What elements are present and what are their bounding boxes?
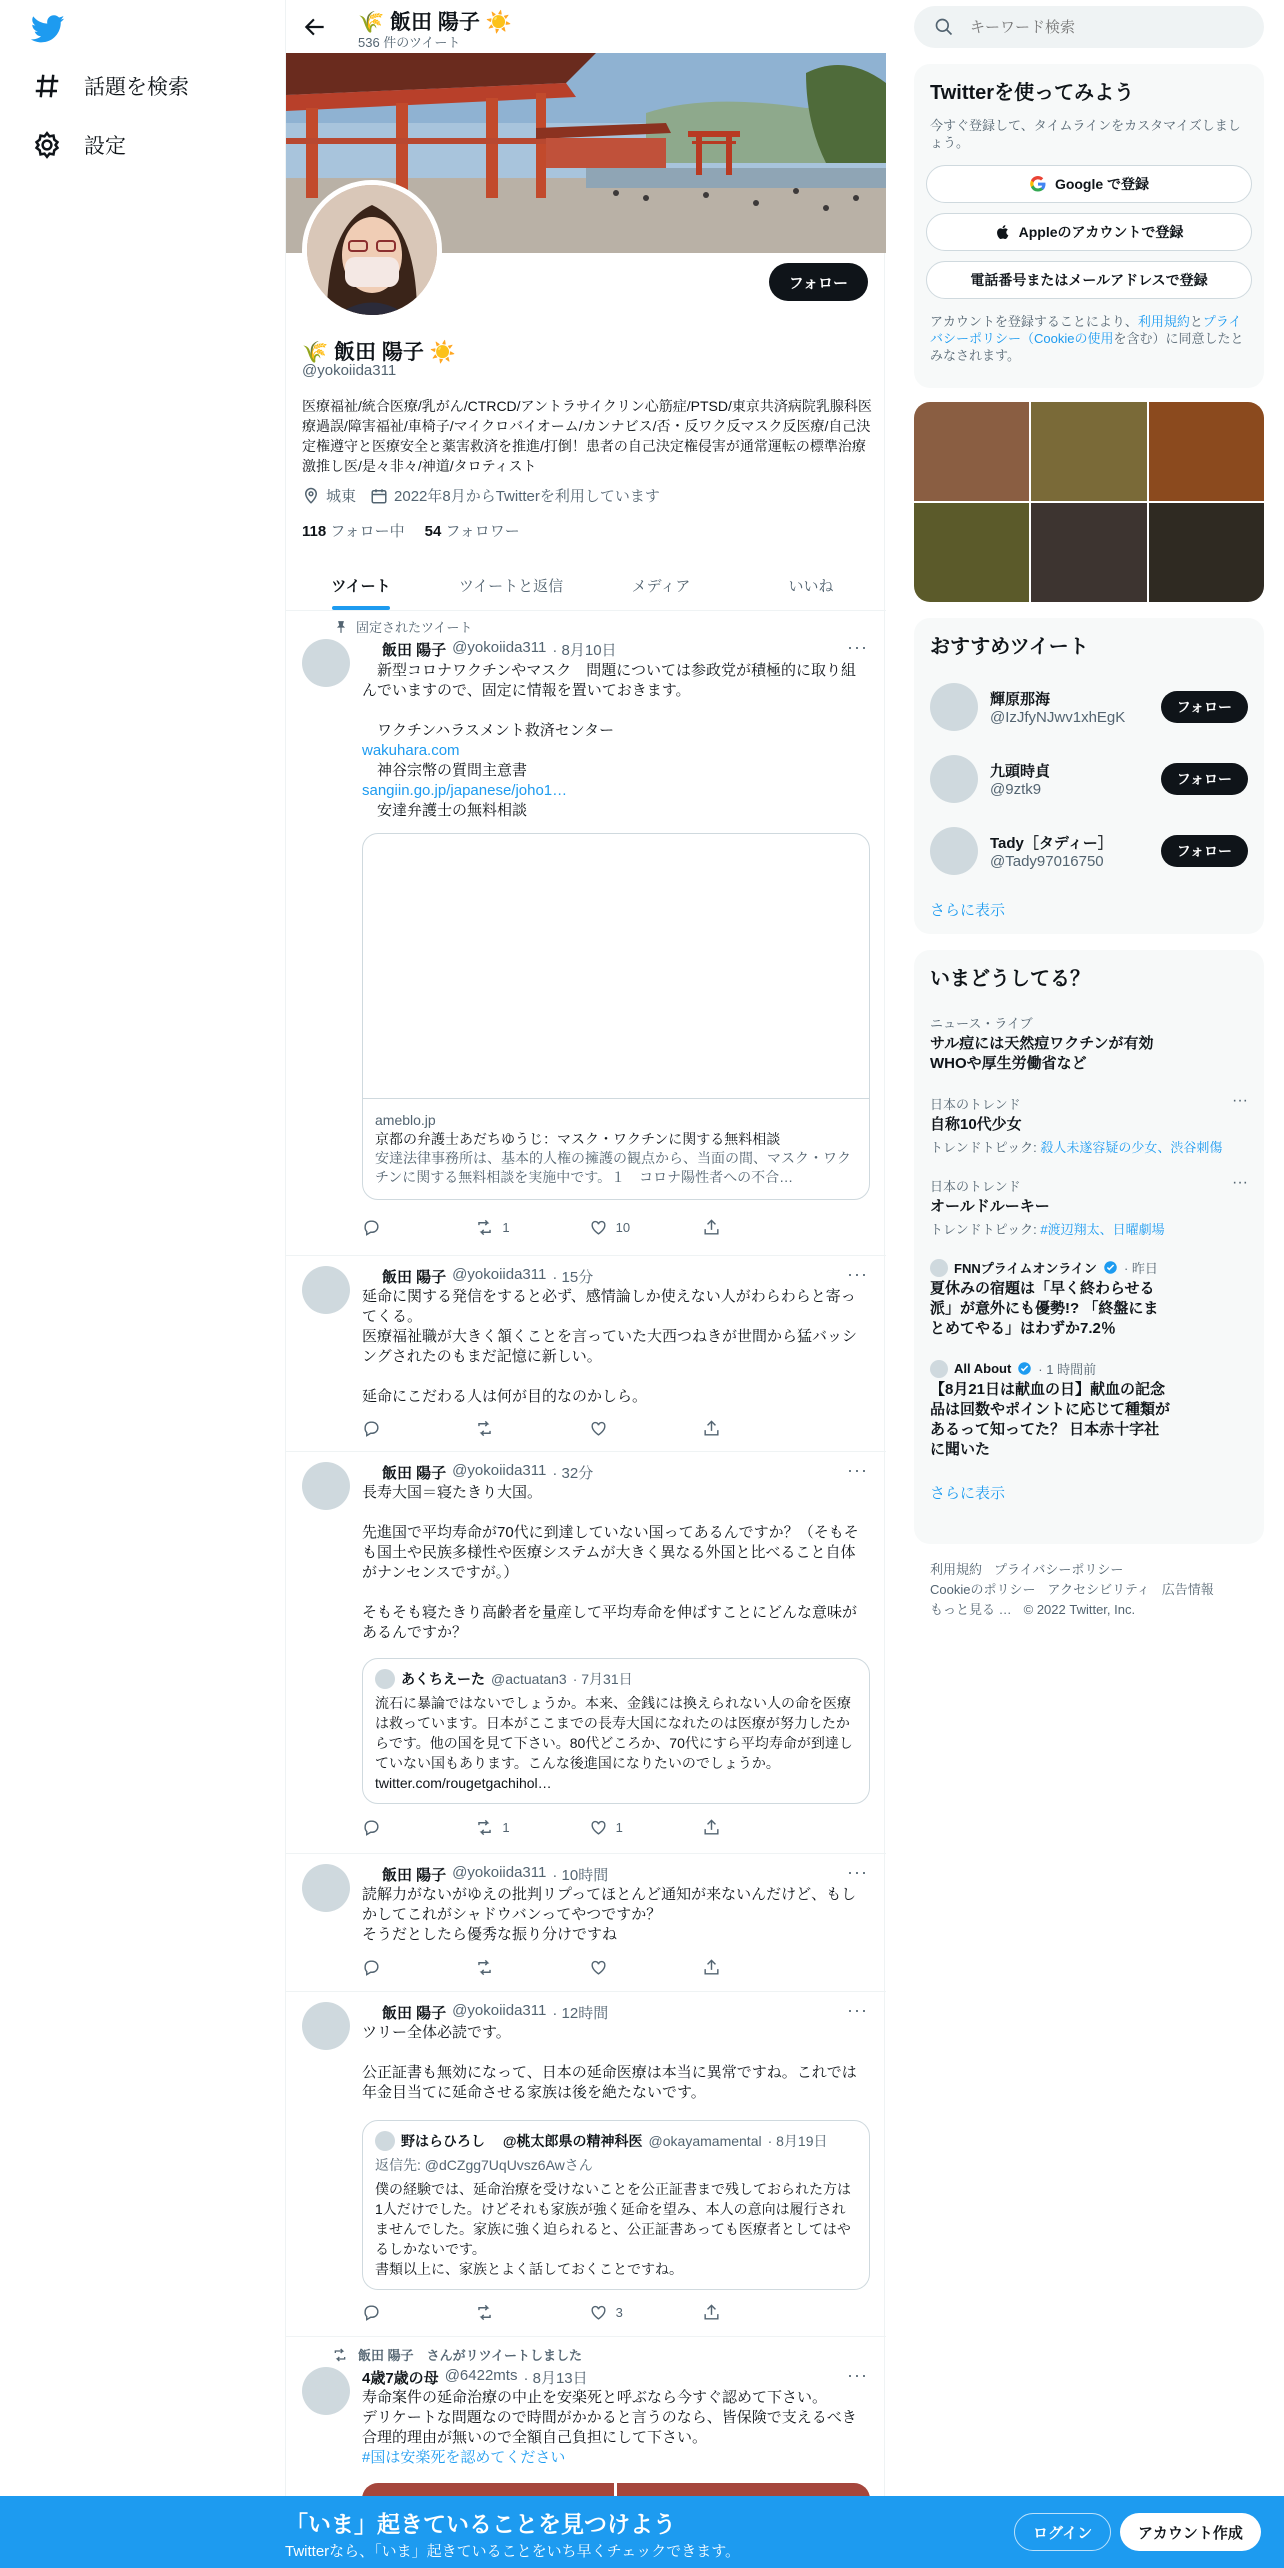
- share-icon: [702, 1818, 721, 1837]
- share-icon: [702, 1218, 721, 1237]
- recommend-user[interactable]: 九頭時貞 @9ztk9 フォロー: [914, 743, 1264, 815]
- tweet-text: 寿命案件の延命治療の中止を安楽死と呼ぶなら今すぐ認めて下さい。 デリケートな問題なので時間がかかると言うのなら、皆保険で支えるべき合理的理由が無いので全額自己負担にして下さい。 #国は安楽死を認めてください: [362, 2389, 857, 2466]
- retweet-icon: [475, 1218, 494, 1237]
- profile-avatar[interactable]: [302, 180, 442, 320]
- quote-reply-to: 返信先: @dCZgg7UqUvsz6Awさん: [375, 2157, 593, 2173]
- quote-text: 僕の経験では、延命治療を受けないことを公正証書まで残しておられた方は1人だけでした。けどそれも家族が強く延命を望み、本人の意向は履行されませんでした。家族に強く迫られると、公正証書あっても医療者としてはやるしかないです。 書類以上に、家族とよく話しておくことですね。: [375, 2181, 851, 2277]
- more-options-icon[interactable]: ···: [1232, 1092, 1248, 1109]
- followers-link[interactable]: 54 フォロワー: [424, 523, 520, 540]
- tweet-link[interactable]: wakuhara.com: [362, 742, 460, 759]
- more-options-icon[interactable]: ···: [1232, 1174, 1248, 1191]
- bottom-bar-subtitle: Twitterなら、「いま」起きていることをいち早くチェックできます。: [285, 2543, 741, 2560]
- location-icon: [302, 487, 320, 505]
- tweet-avatar[interactable]: [302, 1864, 350, 1912]
- copyright: © 2022 Twitter, Inc.: [1023, 1602, 1136, 1617]
- retweet-button[interactable]: 1: [475, 1218, 575, 1237]
- footer-links: [930, 1560, 1250, 1620]
- footer-link[interactable]: プライバシーポリシー: [994, 1562, 1124, 1577]
- avatar: [930, 827, 978, 875]
- news-item[interactable]: FNNプライムオンライン · 昨日 夏休みの宿題は「早く終わらせる派」が意外にも優勢!? 「終盤にまとめてやる」はわずか7.2％: [914, 1248, 1264, 1349]
- apple-signup-button[interactable]: Appleのアカウントで登録: [926, 213, 1252, 251]
- retweet-button[interactable]: [475, 2303, 575, 2322]
- leaf-emoji-icon: 🌾: [358, 11, 385, 34]
- recommend-panel: [914, 618, 1264, 934]
- card-title: 京都の弁護士あだちゆうじ：マスク・ワクチンに関する無料相談: [375, 1131, 781, 1147]
- gear-icon: [32, 130, 62, 160]
- search-icon: [934, 17, 954, 37]
- media-thumbnail[interactable]: [1149, 402, 1264, 501]
- share-icon: [702, 1958, 721, 1977]
- retweet-icon: [332, 2347, 348, 2363]
- more-options-icon[interactable]: ···: [847, 1264, 868, 1284]
- tweet[interactable]: [286, 1256, 886, 1452]
- show-more-link[interactable]: さらに表示: [930, 902, 1006, 919]
- tweet-avatar[interactable]: [302, 2002, 350, 2050]
- leaf-emoji-icon: 🌾: [302, 341, 329, 364]
- signup-legal: アカウントを登録することにより、利用規約とプライバシーポリシー（Cookieの使用を含む）に同意したとみなされます。: [930, 314, 1244, 363]
- share-button[interactable]: [702, 1419, 802, 1438]
- tweet-text: 読解力がないがゆえの批判リプってほとんど通知が来ないんだけど、もしかしてこれがシャドウバンってやつですか？ そうだとしたら優秀な振り分けですね: [362, 1886, 857, 1943]
- reply-button[interactable]: [362, 1218, 462, 1237]
- profile-follow-stats: [302, 520, 520, 541]
- privacy-link[interactable]: プライバシーポリシー: [930, 314, 1242, 346]
- profile-handle: @yokoiida311: [302, 362, 397, 379]
- retweet-icon: [475, 2303, 494, 2322]
- card-domain: ameblo.jp: [375, 1112, 436, 1128]
- source-avatar: [930, 1259, 948, 1277]
- tweet-text: ツリー全体必読です。 公正証書も無効になって、日本の延命医療は本当に異常ですね。これでは年金目当てに延命させる家族は後を絶たないです。: [362, 2024, 857, 2101]
- follow-button[interactable]: フォロー: [1161, 691, 1248, 723]
- tab-tweets[interactable]: ツイート: [286, 560, 436, 610]
- tweet[interactable]: [286, 1992, 886, 2337]
- trend-item[interactable]: ··· 日本のトレンド 自称10代少女 トレンドトピック: 殺人未遂容疑の少女、渋谷刺傷: [930, 1092, 1248, 1155]
- terms-link[interactable]: 利用規約: [1137, 314, 1190, 329]
- source-avatar: [930, 1360, 948, 1378]
- tab-likes[interactable]: いいね: [788, 577, 834, 595]
- retweet-button[interactable]: [475, 1958, 575, 1977]
- google-signup-button[interactable]: Google で登録: [926, 165, 1252, 203]
- nav-settings[interactable]: [32, 123, 126, 167]
- tweet-text: 新型コロナワクチンやマスク 問題については参政党が積極的に取り組んでいますので、固定に情報を置いておきます。 ワクチンハラスメント救済センター wakuhara.com 神谷宗幣の質問主意書 sangiin.go.jp/japanese/joho1… 安達弁護士の無料相談: [362, 662, 856, 819]
- trend-topic-link[interactable]: #渡辺翔太、日曜劇場: [1040, 1222, 1165, 1237]
- tweet-avatar[interactable]: [302, 2367, 350, 2415]
- reply-icon: [362, 1958, 381, 1977]
- signup-subtitle: 今すぐ登録して、タイムラインをカスタマイズしましょう。: [930, 118, 1241, 150]
- media-thumbnail[interactable]: [914, 503, 1029, 602]
- like-button[interactable]: [589, 1958, 689, 1977]
- tweet[interactable]: [286, 1854, 886, 1992]
- heart-icon: [589, 1419, 608, 1438]
- create-account-button[interactable]: アカウント作成: [1120, 2513, 1261, 2551]
- more-options-icon[interactable]: ···: [847, 1862, 868, 1882]
- search-box[interactable]: [914, 6, 1264, 48]
- recommend-title: おすすめツイート: [930, 636, 1089, 658]
- header-name: 🌾 飯田 陽子 ☀️: [358, 11, 512, 34]
- profile-meta: [302, 485, 660, 506]
- retweet-button[interactable]: 1: [475, 1818, 575, 1837]
- tab-tweets-replies[interactable]: ツイートと返信: [458, 577, 564, 595]
- left-nav: [0, 0, 285, 2568]
- link-card[interactable]: [362, 833, 870, 1200]
- hashtag-link[interactable]: #国は安楽死を認めてください: [362, 2449, 566, 2466]
- search-input[interactable]: [970, 19, 1250, 36]
- media-thumbnail[interactable]: [1031, 402, 1146, 501]
- quote-tweet[interactable]: あくちえーた @actuatan3 · 7月31日 流石に暴論ではないでしょうか。本来、金銭には換えられない人の命を医療は救っています。日本がここまでの長寿大国になれたのは医療が努力したからです。他の国を見て下さい。80代どころか、70代にすら平均寿命が到達していない国もあります。こんな後進国になりたいのでしょうか。 twitter.com/rougetgachihol…: [362, 1658, 870, 1804]
- tweet[interactable]: [286, 611, 886, 1256]
- retweeted-by: 飯田 陽子 さんがリツイートしました: [332, 2345, 582, 2364]
- quote-avatar: [375, 2131, 395, 2151]
- tweet-actions: [362, 1818, 802, 1837]
- footer-link[interactable]: 広告情報: [1161, 1582, 1214, 1597]
- profile-location: 城東: [326, 488, 357, 505]
- heart-icon: [589, 1958, 608, 1977]
- tweet-avatar[interactable]: [302, 1266, 350, 1314]
- reply-icon: [362, 1419, 381, 1438]
- sun-emoji-icon: ☀️: [429, 341, 456, 364]
- verified-badge-icon: [1103, 1260, 1118, 1275]
- follow-button[interactable]: フォロー: [769, 263, 868, 301]
- tweet-avatar[interactable]: [302, 639, 350, 687]
- retweet-icon: [475, 1818, 494, 1837]
- hashtag-icon: [32, 71, 62, 101]
- reply-icon: [362, 2303, 381, 2322]
- reply-button[interactable]: [362, 2303, 462, 2322]
- share-icon: [702, 2303, 721, 2322]
- profile-joined: 2022年8月からTwitterを利用しています: [394, 488, 660, 505]
- trend-item[interactable]: ··· 日本のトレンド オールドルーキー トレンドトピック: #渡辺翔太、日曜劇場: [930, 1174, 1248, 1237]
- sun-emoji-icon: ☀️: [485, 11, 512, 34]
- tweet-header: 飯田 陽子 @yokoiida311 · 12時間: [382, 2002, 609, 2022]
- tweet-link[interactable]: sangiin.go.jp/japanese/joho1…: [362, 782, 568, 799]
- verified-badge-icon: [1017, 1361, 1032, 1376]
- apple-icon: [995, 223, 1011, 241]
- heart-icon: [589, 1218, 608, 1237]
- quote-text: 流石に暴論ではないでしょうか。本来、金銭には換えられない人の命を医療は救っています。日本がここまでの長寿大国になれたのは医療が努力したからです。他の国を見て下さい。80代どころか、70代にすら平均寿命が到達していない国もあります。こんな後進国になりたいのでしょうか。 twitter.com/rougetgachihol…: [375, 1695, 853, 1791]
- media-grid: [914, 402, 1264, 602]
- quote-avatar: [375, 1669, 395, 1689]
- profile-header-bar: [286, 0, 886, 53]
- tweet-actions: [362, 1419, 802, 1438]
- like-button[interactable]: 3: [589, 2303, 689, 2322]
- cookie-link[interactable]: （Cookieの使用: [1021, 331, 1114, 346]
- google-icon: [1029, 175, 1047, 193]
- trends-title: いまどうしてる？: [930, 968, 1090, 990]
- footer-link[interactable]: もっと見る …: [930, 1602, 1012, 1617]
- more-options-icon[interactable]: ···: [847, 637, 868, 657]
- reply-button[interactable]: [362, 1818, 462, 1837]
- nav-settings-label: 設定: [84, 135, 126, 158]
- like-button[interactable]: [589, 1419, 689, 1438]
- trend-topic-link[interactable]: 殺人未遂容疑の少女、渋谷刺傷: [1040, 1140, 1223, 1155]
- profile-name: 🌾 飯田 陽子 ☀️: [302, 341, 456, 364]
- share-button[interactable]: [702, 1818, 802, 1837]
- share-button[interactable]: [702, 1958, 802, 1977]
- footer-link[interactable]: Cookieのポリシー: [930, 1582, 1036, 1597]
- tweet-header: 飯田 陽子 @yokoiida311 · 8月10日: [382, 639, 617, 659]
- tweet-header: 4歳7歳の母 @6422mts · 8月13日: [362, 2367, 588, 2387]
- back-arrow-icon[interactable]: [302, 14, 328, 40]
- tweet-header: 飯田 陽子 @yokoiida311 · 15分: [382, 1266, 594, 1286]
- media-thumbnail[interactable]: [1149, 503, 1264, 602]
- profile-bio: 医療福祉/統合医療/乳がん/CTRCD/アントラサイクリン心筋症/PTSD/東京共済病院乳腺科医療過誤/障害福祉/車椅子/マイクロバイオーム/カンナビス/否・反ワク反マスク反医療/自己決定権遵守と医療安全と薬害救済を推進/打倒！患者の自己決定権侵害が通常運転の標準治療激推し医/是々非々/神道/タロティスト: [302, 398, 872, 474]
- share-button[interactable]: [702, 2303, 802, 2322]
- profile-tabs: [286, 560, 886, 611]
- tweet-header: 飯田 陽子 @yokoiida311 · 32分: [382, 1462, 594, 1482]
- avatar: [930, 683, 978, 731]
- pin-icon: [334, 620, 348, 634]
- login-button[interactable]: ログイン: [1014, 2513, 1111, 2551]
- reply-button[interactable]: [362, 1958, 462, 1977]
- tweet[interactable]: [286, 1452, 886, 1854]
- tab-media[interactable]: メディア: [631, 577, 691, 595]
- share-button[interactable]: [702, 1218, 802, 1237]
- trends-panel: [914, 950, 1264, 1544]
- retweet-button[interactable]: [475, 1419, 575, 1438]
- more-options-icon[interactable]: ···: [847, 2000, 868, 2020]
- follow-button[interactable]: フォロー: [1161, 763, 1248, 795]
- media-thumbnail[interactable]: [914, 402, 1029, 501]
- follow-button[interactable]: フォロー: [1161, 835, 1248, 867]
- tweet-text: 延命に関する発信をすると必ず、感情論しか使えない人がわらわらと寄ってくる。 医療福祉職が大きく頷くことを言っていた大西つねきが世間から猛バッシングされたのもまだ記憶に新しい。 延命にこだわる人は何が目的なのかしら。: [362, 1288, 858, 1405]
- signup-title: Twitterを使ってみよう: [930, 82, 1135, 104]
- nav-explore[interactable]: [32, 64, 189, 108]
- card-image: [363, 834, 869, 1099]
- tweet-actions: [362, 1958, 802, 1977]
- reply-icon: [362, 1218, 381, 1237]
- card-description: 安達法律事務所は、基本的人権の擁護の観点から、当面の間、マスク・ワクチンに関する無料相談を実施中です。１ コロナ陽性者への不合…: [375, 1150, 851, 1185]
- media-thumbnail[interactable]: [1031, 503, 1146, 602]
- reply-icon: [362, 1818, 381, 1837]
- share-icon: [702, 1419, 721, 1438]
- bottom-signup-bar: [0, 2496, 1284, 2568]
- trend-item[interactable]: ニュース・ライブ サル痘には天然痘ワクチンが有効 WHOや厚生労働省など: [930, 1016, 1169, 1072]
- footer-link[interactable]: アクセシビリティ: [1047, 1582, 1150, 1597]
- reply-button[interactable]: [362, 1419, 462, 1438]
- bottom-bar-title: 「いま」起きていることを見つけよう: [285, 2511, 676, 2537]
- recommend-user[interactable]: 輝原那海 @IzJfyNJwv1xhEgK フォロー: [914, 671, 1264, 743]
- tweet-header: 飯田 陽子 @yokoiida311 · 10時間: [382, 1864, 609, 1884]
- heart-icon: [589, 1818, 608, 1837]
- footer-link[interactable]: 利用規約: [930, 1562, 983, 1577]
- main-column: [285, 0, 885, 2568]
- tweet-actions: [362, 1218, 802, 1237]
- retweet-icon: [475, 1958, 494, 1977]
- tweet-avatar[interactable]: [302, 1462, 350, 1510]
- more-options-icon[interactable]: ···: [847, 2365, 868, 2385]
- show-more-link[interactable]: さらに表示: [930, 1485, 1006, 1502]
- nav-explore-label: 話題を検索: [84, 76, 189, 99]
- calendar-icon: [370, 487, 388, 505]
- phone-email-signup-button[interactable]: 電話番号またはメールアドレスで登録: [926, 261, 1252, 299]
- retweet-icon: [475, 1419, 494, 1438]
- signup-panel: [914, 64, 1264, 388]
- more-options-icon[interactable]: ···: [847, 1460, 868, 1480]
- news-item[interactable]: All About · 1 時間前 【8月21日は献血の日】献血の記念品は回数やポイントに応じて種類があるって知ってた？ 日本赤十字社に聞いた: [930, 1361, 1171, 1458]
- twitter-logo-icon[interactable]: [30, 12, 66, 46]
- following-link[interactable]: 118 フォロー中: [302, 523, 405, 540]
- tweet-actions: [362, 2303, 802, 2322]
- like-button[interactable]: 10: [589, 1218, 689, 1237]
- pinned-label: 固定されたツイート: [334, 617, 472, 636]
- like-button[interactable]: 1: [589, 1818, 689, 1837]
- quote-tweet[interactable]: 野はらひろし @桃太郎県の精神科医 @okayamamental · 8月19日 返信先: @dCZgg7UqUvsz6Awさん 僕の経験では、延命治療を受けないことを公正証書まで残しておられた方は1人だけでした。けどそれも家族が強く延命を望み、本人の意向は履行されませんでした。家族に強く迫られると、公正証書あっても医療者としてはやるしかないです。 書類以上に、家族とよく話しておくことですね。: [362, 2120, 870, 2290]
- heart-icon: [589, 2303, 608, 2322]
- avatar: [930, 755, 978, 803]
- tweet-text: 長寿大国＝寝たきり大国。 先進国で平均寿命が70代に到達していない国ってあるんですか？（そもそも国土や民族多様性や医療システムが大きく異なる外国と比べること自体がナンセンスですが。） そもそも寝たきり高齢者を量産して平均寿命を伸ばすことにどんな意味があるんですか？: [362, 1484, 859, 1641]
- recommend-user[interactable]: Tady［タディー］ @Tady97016750 フォロー: [914, 815, 1264, 887]
- header-tweet-count: 536 件のツイート: [358, 35, 461, 50]
